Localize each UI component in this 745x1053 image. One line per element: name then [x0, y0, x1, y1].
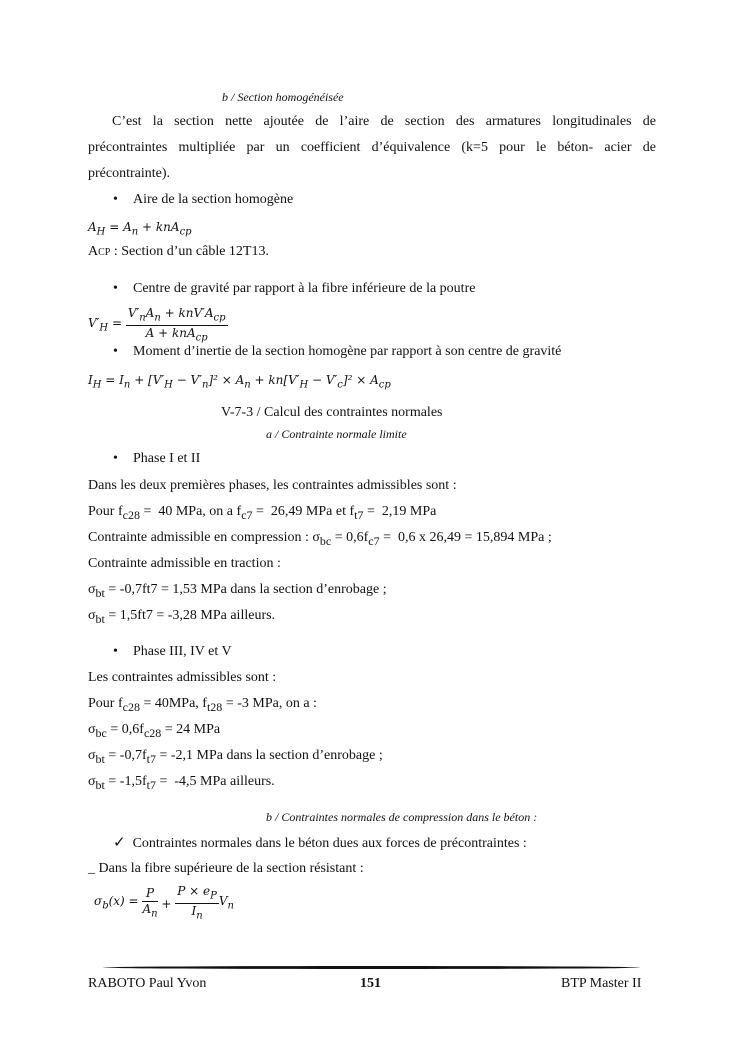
phase12-intro: Dans les deux premières phases, les contraintes admissibles sont :	[88, 478, 457, 493]
fiber-line: _ Dans la fibre supérieure de la section résistant :	[88, 861, 364, 876]
phase345-intro: Les contraintes admissibles sont :	[88, 670, 277, 685]
bullet-inertia: • Moment d’inertie de la section homogène par rapport à son centre de gravité	[133, 343, 561, 361]
bullet-phase-3-4-5: • Phase III, IV et V	[133, 643, 232, 661]
phase345-line-1: Pour $f_{c28} = 40MPa$, $f_{t28} = -3$ MPa, on a :	[88, 696, 317, 714]
intro-line-1: C’est la section nette ajoutée de l’aire de section des armatures longitudinales de	[112, 114, 656, 129]
phase12-line-5: $\sigma_{bt} = 1,5ft7 = -3,28$ MPa ailleurs.	[88, 608, 276, 626]
footer-author: RABOTO Paul Yvon	[88, 976, 207, 991]
equation-centroid: $V'_H$ = $\frac{V'_nA_n + knV'A_{cp}}{A + knA_{cp}}$	[88, 306, 226, 344]
intro-line-3: précontrainte).	[88, 166, 171, 181]
subheading-a: a / Contrainte normale limite	[266, 427, 407, 441]
footer-program: BTP Master II	[561, 976, 642, 991]
check-icon: ✓	[113, 833, 126, 851]
equation-inertia: $I_H = I_n + [V'_H - V'_n]^2 \times A_n + kn[V'_H - V'_c]^2 \times A_{cp}$	[88, 373, 391, 391]
phase12-line-2: Contrainte admissible en compression : $\sigma_{bc} = 0,6f_{c7} = 0,6$ x 26,49 = 15,894 MPa ;	[88, 530, 552, 548]
equation-area: $A_H = A_n + knA_{cp}$	[88, 220, 192, 238]
phase12-line-3: Contrainte admissible en traction :	[88, 556, 281, 571]
acp-note: ACP : Section d’un câble 12T13.	[88, 244, 269, 259]
section-heading: b / Section homogénéisée	[222, 90, 344, 104]
bullet-area: • Aire de la section homogène	[133, 191, 293, 209]
phase345-line-4: $\sigma_{bt} = -1,5f_{t7} = -4,5$ MPa ailleurs.	[88, 774, 275, 792]
phase12-line-4: $\sigma_{bt} = -0,7ft7 = 1,53$ MPa dans la section d’enrobage ;	[88, 582, 387, 600]
phase345-line-2: $\sigma_{bc} = 0,6f_{c28} = 24$ MPa	[88, 722, 221, 740]
phase12-line-1: Pour $f_{c28} = 40$ MPa, on a $f_{c7} = 26,49$ MPa et $f_{t7} = 2,19$ MPa	[88, 504, 437, 522]
phase345-line-3: $\sigma_{bt} = -0,7f_{t7} = -2,1$ MPa dans la section d’enrobage ;	[88, 748, 383, 766]
footer-rule	[103, 966, 640, 969]
check-item-text: Contraintes normales dans le béton dues aux forces de précontraintes :	[132, 836, 527, 851]
subheading-b: b / Contraintes normales de compression dans le béton :	[266, 810, 538, 824]
subsection-title: V-7-3 / Calcul des contraintes normales	[221, 405, 443, 420]
footer-page-number: 151	[360, 976, 381, 991]
bullet-phase-1-2: • Phase I et II	[133, 450, 200, 468]
equation-sigma: $\sigma_b(x)$ = $\frac{P}{A_n}$ + $\frac{P \times e_P}{I_n}$ $V_n$	[94, 884, 234, 922]
intro-line-2: précontraintes multipliée par un coefficient d’équivalence (k=5 pour le béton- acier de	[88, 140, 656, 155]
bullet-centroid: • Centre de gravité par rapport à la fibre inférieure de la poutre	[133, 280, 475, 298]
check-item	[113, 833, 527, 853]
